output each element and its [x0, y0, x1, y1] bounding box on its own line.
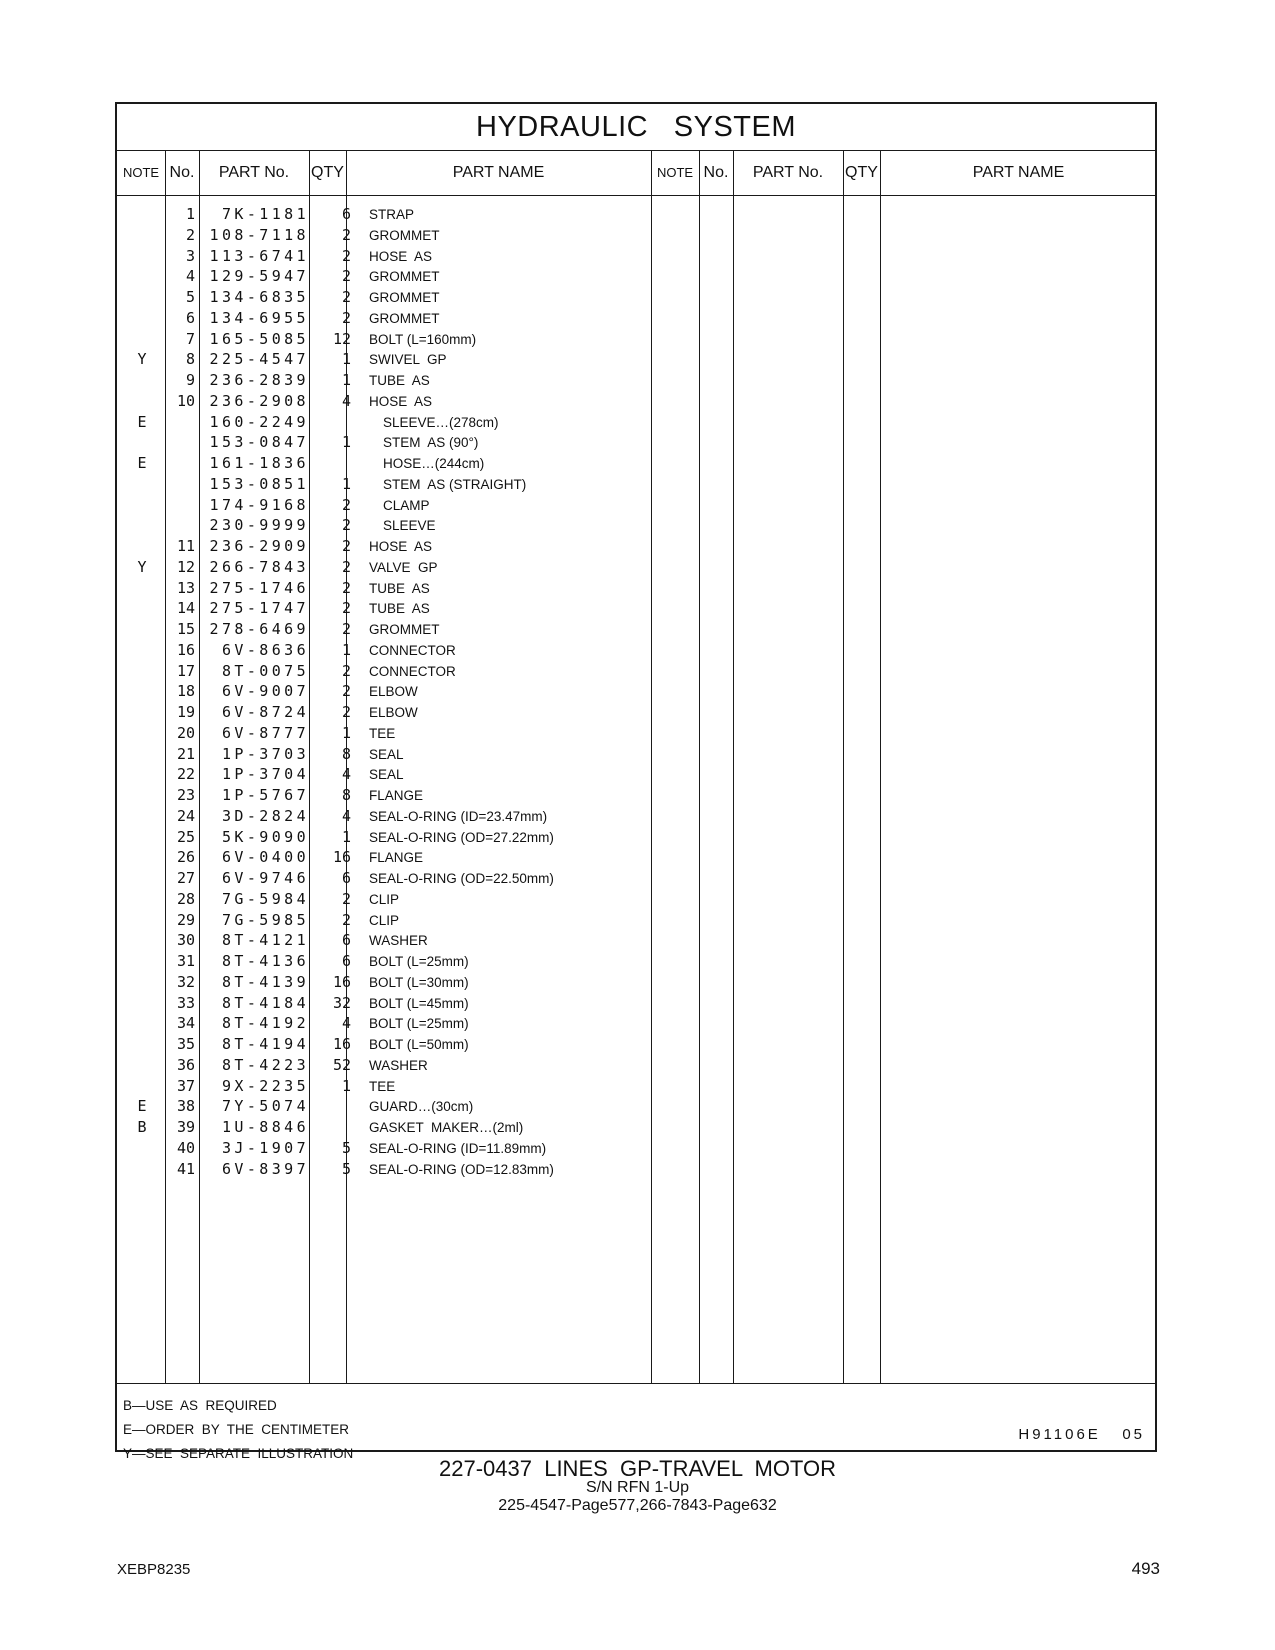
row-item-number: 38	[176, 1097, 195, 1116]
row-quantity: 2	[341, 889, 351, 908]
group-title: 227-0437 LINES GP-TRAVEL MOTOR	[439, 1456, 836, 1481]
table-row	[117, 432, 1157, 454]
header-note: NOTE	[117, 150, 165, 196]
row-note: E	[137, 1097, 147, 1116]
table-row	[117, 702, 1157, 724]
row-item-number: 32	[176, 972, 195, 991]
row-part-number: 8T-4121	[221, 931, 309, 950]
row-item-number: 39	[176, 1118, 195, 1136]
header-qty: QTY	[309, 150, 346, 196]
row-part-name: TEE	[369, 725, 396, 741]
table-row	[117, 993, 1157, 1015]
row-item-number: 11	[176, 537, 195, 555]
table-footer-divider	[117, 1383, 1155, 1384]
row-quantity: 1	[341, 350, 351, 369]
row-note: Y	[137, 557, 147, 576]
row-quantity: 6	[341, 952, 351, 970]
row-quantity: 8	[341, 786, 351, 804]
row-part-number: 3D-2824	[221, 806, 309, 825]
row-item-number: 29	[176, 910, 195, 929]
row-item-number: 22	[176, 765, 195, 784]
row-item-number: 26	[176, 848, 195, 867]
row-item-number: 34	[176, 1014, 195, 1033]
row-quantity: 2	[341, 578, 351, 597]
row-item-number: 35	[176, 1035, 195, 1053]
table-row	[117, 349, 1157, 371]
row-part-name: SWIVEL GP	[369, 352, 447, 368]
table-row	[117, 474, 1157, 496]
row-quantity: 2	[341, 537, 351, 555]
table-row	[117, 598, 1157, 620]
table-row	[117, 681, 1157, 703]
row-quantity: 6	[341, 931, 351, 950]
row-part-number: 236-2908	[209, 391, 309, 410]
row-quantity: 12	[332, 329, 351, 348]
row-quantity: 8	[341, 744, 351, 763]
page-references: 225-4547-Page577,266-7843-Page632	[498, 1497, 777, 1514]
row-part-name: SEAL-O-RING (ID=23.47mm)	[369, 808, 548, 824]
row-part-number: 8T-0075	[221, 661, 309, 680]
row-part-number: 6V-8636	[221, 640, 309, 659]
row-item-number: 41	[176, 1159, 195, 1178]
row-item-number: 16	[176, 640, 195, 659]
row-part-number: 8T-4184	[221, 993, 309, 1012]
legend-y: Y—SEE SEPARATE ILLUSTRATION	[123, 1446, 354, 1461]
table-row	[117, 889, 1157, 911]
row-quantity: 1	[341, 1076, 351, 1095]
table-row	[117, 370, 1157, 392]
row-item-number: 28	[176, 889, 195, 908]
row-part-name: TUBE AS	[369, 373, 430, 388]
row-item-number: 14	[176, 599, 195, 618]
row-part-name: BOLT (L=45mm)	[369, 995, 469, 1011]
row-quantity: 1	[341, 827, 351, 846]
table-row	[117, 495, 1157, 517]
row-part-name: GROMMET	[369, 227, 440, 243]
row-part-number: 6V-8397	[221, 1159, 309, 1178]
illustration-code: H91106E 05	[1018, 1426, 1145, 1443]
row-part-number: 7Y-5074	[221, 1097, 309, 1116]
table-row	[117, 910, 1157, 932]
row-quantity: 4	[341, 1014, 351, 1033]
row-part-number: 6V-9746	[221, 869, 309, 887]
row-quantity: 4	[341, 765, 351, 784]
row-item-number: 9	[185, 371, 195, 389]
row-part-number: 1U-8846	[221, 1118, 309, 1136]
row-part-number: 8T-4194	[221, 1035, 309, 1053]
row-part-name: TUBE AS	[369, 580, 430, 596]
row-part-name: FLANGE	[369, 850, 424, 866]
row-quantity: 2	[341, 308, 351, 327]
row-part-number: 1P-3704	[221, 765, 309, 784]
row-part-number: 225-4547	[209, 350, 309, 369]
header-part-no: PART No.	[199, 150, 309, 196]
row-part-name: HOSE AS	[369, 393, 433, 409]
row-part-number: 153-0851	[209, 474, 309, 493]
row-quantity: 6	[341, 205, 351, 223]
row-quantity: 4	[341, 806, 351, 825]
row-part-number: 7G-5984	[221, 889, 309, 908]
header-note-right: NOTE	[651, 150, 699, 196]
row-item-number: 31	[176, 952, 195, 970]
row-item-number: 40	[176, 1138, 195, 1157]
table-row	[117, 951, 1157, 973]
row-part-name: CLIP	[369, 912, 400, 928]
row-part-name: SEAL-O-RING (OD=22.50mm)	[369, 871, 554, 886]
row-part-name: GROMMET	[369, 269, 440, 285]
row-quantity: 6	[341, 869, 351, 887]
table-row	[117, 827, 1157, 849]
row-quantity: 2	[341, 703, 351, 721]
header-no-right: No.	[699, 150, 733, 196]
header-part-no-right: PART No.	[733, 150, 843, 196]
row-part-number: 236-2839	[209, 371, 309, 389]
row-quantity: 2	[341, 599, 351, 618]
row-part-number: 1P-3703	[221, 744, 309, 763]
row-part-name: GROMMET	[369, 622, 440, 637]
row-part-name: GROMMET	[369, 290, 440, 305]
row-part-name: WASHER	[369, 1057, 428, 1073]
row-part-name: SEAL-O-RING (ID=11.89mm)	[369, 1140, 547, 1156]
row-part-name: BOLT (L=160mm)	[369, 331, 477, 347]
table-row	[117, 785, 1157, 807]
table-row	[117, 640, 1157, 662]
row-quantity: 2	[341, 246, 351, 265]
row-quantity: 1	[341, 723, 351, 742]
row-quantity: 2	[341, 661, 351, 680]
row-quantity: 2	[341, 267, 351, 286]
row-part-name: BOLT (L=25mm)	[369, 954, 469, 969]
row-part-name: BOLT (L=30mm)	[369, 974, 469, 990]
row-part-name: GUARD…(30cm)	[369, 1099, 474, 1115]
table-row	[117, 930, 1157, 952]
row-item-number: 7	[185, 329, 195, 348]
row-item-number: 21	[176, 744, 195, 763]
row-part-number: 275-1747	[209, 599, 309, 618]
row-item-number: 8	[185, 350, 195, 369]
row-item-number: 27	[176, 869, 195, 887]
table-row	[117, 744, 1157, 766]
row-part-name: SEAL	[369, 767, 404, 783]
row-quantity: 2	[341, 225, 351, 244]
row-quantity: 1	[341, 433, 351, 452]
row-part-number: 6V-9007	[221, 682, 309, 701]
row-part-number: 129-5947	[209, 267, 309, 286]
parts-table	[115, 102, 1157, 1461]
row-item-number: 30	[176, 931, 195, 950]
row-part-name: CLIP	[369, 891, 400, 907]
row-part-name: SLEEVE…(278cm)	[383, 414, 499, 430]
row-part-number: 165-5085	[209, 329, 309, 348]
row-part-name: SEAL	[369, 746, 404, 762]
row-part-name: BOLT (L=50mm)	[369, 1037, 469, 1052]
table-row	[117, 972, 1157, 994]
row-part-name: WASHER	[369, 933, 428, 949]
table-row	[117, 764, 1157, 786]
row-item-number: 19	[176, 703, 195, 721]
table-row	[117, 1117, 1157, 1139]
document-id: XEBP8235	[117, 1561, 191, 1578]
table-row	[117, 515, 1157, 537]
row-quantity: 1	[341, 640, 351, 659]
row-item-number: 37	[176, 1076, 195, 1095]
row-part-number: 7G-5985	[221, 910, 309, 929]
row-part-number: 160-2249	[209, 412, 309, 431]
table-row	[117, 1055, 1157, 1077]
row-part-number: 278-6469	[209, 620, 309, 638]
row-note: E	[137, 454, 147, 472]
row-part-number: 6V-8724	[221, 703, 309, 721]
row-part-number: 108-7118	[209, 225, 309, 244]
row-quantity: 2	[341, 516, 351, 535]
table-row	[117, 1096, 1157, 1118]
row-part-name: SEAL-O-RING (OD=27.22mm)	[369, 829, 554, 845]
serial-range: S/N RFN 1-Up	[585, 1479, 690, 1496]
row-part-name: SEAL-O-RING (OD=12.83mm)	[369, 1161, 554, 1177]
table-row	[117, 308, 1157, 330]
table-row	[117, 266, 1157, 288]
section-title: HYDRAULIC SYSTEM	[117, 104, 1155, 151]
row-item-number: 33	[176, 993, 195, 1012]
row-quantity: 1	[341, 474, 351, 493]
row-part-name: STRAP	[369, 207, 415, 222]
legend-e: E—ORDER BY THE CENTIMETER	[123, 1422, 350, 1437]
table-row	[117, 329, 1157, 351]
row-part-name: SLEEVE	[383, 518, 436, 534]
row-part-name: HOSE AS	[369, 248, 433, 264]
row-quantity: 5	[341, 1159, 351, 1178]
row-quantity: 32	[332, 993, 351, 1012]
row-item-number: 18	[176, 682, 195, 701]
row-item-number: 36	[176, 1055, 195, 1074]
row-quantity: 16	[332, 848, 351, 867]
row-part-number: 134-6835	[209, 288, 309, 306]
table-row	[117, 412, 1157, 434]
row-item-number: 10	[176, 391, 195, 410]
table-row	[117, 1013, 1157, 1035]
row-part-number: 236-2909	[209, 537, 309, 555]
row-part-name: ELBOW	[369, 705, 418, 720]
row-part-number: 8T-4192	[221, 1014, 309, 1033]
row-part-name: BOLT (L=25mm)	[369, 1016, 469, 1032]
row-part-number: 1P-5767	[221, 786, 309, 804]
row-item-number: 15	[176, 620, 195, 638]
row-part-name: GASKET MAKER…(2ml)	[369, 1120, 524, 1135]
table-row	[117, 536, 1157, 558]
row-part-number: 7K-1181	[221, 205, 309, 223]
row-part-number: 113-6741	[209, 246, 309, 265]
header-no: No.	[165, 150, 199, 196]
row-part-name: CONNECTOR	[369, 663, 456, 679]
table-row	[117, 847, 1157, 869]
table-row	[117, 246, 1157, 268]
row-part-number: 266-7843	[209, 557, 309, 576]
row-quantity: 16	[332, 972, 351, 991]
table-row	[117, 578, 1157, 600]
row-part-number: 8T-4223	[221, 1055, 309, 1074]
table-row	[117, 453, 1157, 475]
table-row	[117, 204, 1157, 226]
row-item-number: 12	[176, 557, 195, 576]
row-item-number: 23	[176, 786, 195, 804]
table-row	[117, 557, 1157, 579]
table-row	[117, 391, 1157, 413]
page-number: 493	[1131, 1559, 1160, 1578]
row-item-number: 24	[176, 806, 195, 825]
table-row	[117, 287, 1157, 309]
row-part-name: TUBE AS	[369, 601, 430, 617]
row-item-number: 5	[185, 288, 195, 306]
table-row	[117, 619, 1157, 641]
table-row	[117, 1034, 1157, 1056]
table-row	[117, 868, 1157, 890]
header-part-name: PART NAME	[346, 150, 651, 196]
row-note: Y	[137, 350, 147, 369]
row-item-number: 2	[185, 225, 195, 244]
row-item-number: 3	[185, 246, 195, 265]
row-quantity: 2	[341, 682, 351, 701]
row-item-number: 20	[176, 723, 195, 742]
table-row	[117, 1159, 1157, 1181]
row-quantity: 52	[332, 1055, 351, 1074]
row-quantity: 4	[341, 391, 351, 410]
row-item-number: 17	[176, 661, 195, 680]
row-part-number: 134-6955	[209, 308, 309, 327]
row-part-name: HOSE…(244cm)	[383, 456, 485, 471]
row-part-number: 6V-8777	[221, 723, 309, 742]
row-quantity: 2	[341, 910, 351, 929]
row-part-number: 8T-4139	[221, 972, 309, 991]
row-item-number: 6	[185, 308, 195, 327]
row-part-number: 6V-0400	[221, 848, 309, 867]
row-quantity: 16	[332, 1035, 351, 1053]
row-quantity: 2	[341, 495, 351, 514]
row-part-number: 3J-1907	[221, 1138, 309, 1157]
row-quantity: 2	[341, 557, 351, 576]
table-row	[117, 1076, 1157, 1098]
row-part-name: STEM AS (90°)	[383, 435, 479, 451]
row-part-number: 161-1836	[209, 454, 309, 472]
row-part-number: 174-9168	[209, 495, 309, 514]
table-row	[117, 661, 1157, 683]
row-part-number: 153-0847	[209, 433, 309, 452]
row-quantity: 2	[341, 288, 351, 306]
table-row	[117, 723, 1157, 745]
row-quantity: 5	[341, 1138, 351, 1157]
row-part-number: 9X-2235	[221, 1076, 309, 1095]
row-quantity: 2	[341, 620, 351, 638]
legend-b: B—USE AS REQUIRED	[123, 1398, 277, 1413]
table-row	[117, 1138, 1157, 1160]
row-part-name: GROMMET	[369, 310, 440, 326]
row-part-number: 5K-9090	[221, 827, 309, 846]
row-part-number: 230-9999	[209, 516, 309, 535]
row-part-number: 8T-4136	[221, 952, 309, 970]
row-note: B	[137, 1118, 147, 1136]
row-part-name: STEM AS (STRAIGHT)	[383, 476, 527, 492]
row-part-name: TEE	[369, 1078, 396, 1094]
row-item-number: 4	[185, 267, 195, 286]
table-row	[117, 225, 1157, 247]
header-qty-right: QTY	[843, 150, 880, 196]
row-item-number: 1	[185, 205, 195, 223]
row-item-number: 25	[176, 827, 195, 846]
row-part-name: CONNECTOR	[369, 642, 456, 658]
row-quantity: 1	[341, 371, 351, 389]
row-part-name: CLAMP	[383, 497, 430, 513]
table-row	[117, 806, 1157, 828]
row-part-number: 275-1746	[209, 578, 309, 597]
row-part-name: ELBOW	[369, 684, 418, 700]
row-part-name: FLANGE	[369, 788, 424, 803]
row-note: E	[137, 412, 147, 431]
row-part-name: VALVE GP	[369, 559, 438, 575]
row-item-number: 13	[176, 578, 195, 597]
row-part-name: HOSE AS	[369, 539, 433, 554]
header-part-name-right: PART NAME	[880, 150, 1157, 196]
